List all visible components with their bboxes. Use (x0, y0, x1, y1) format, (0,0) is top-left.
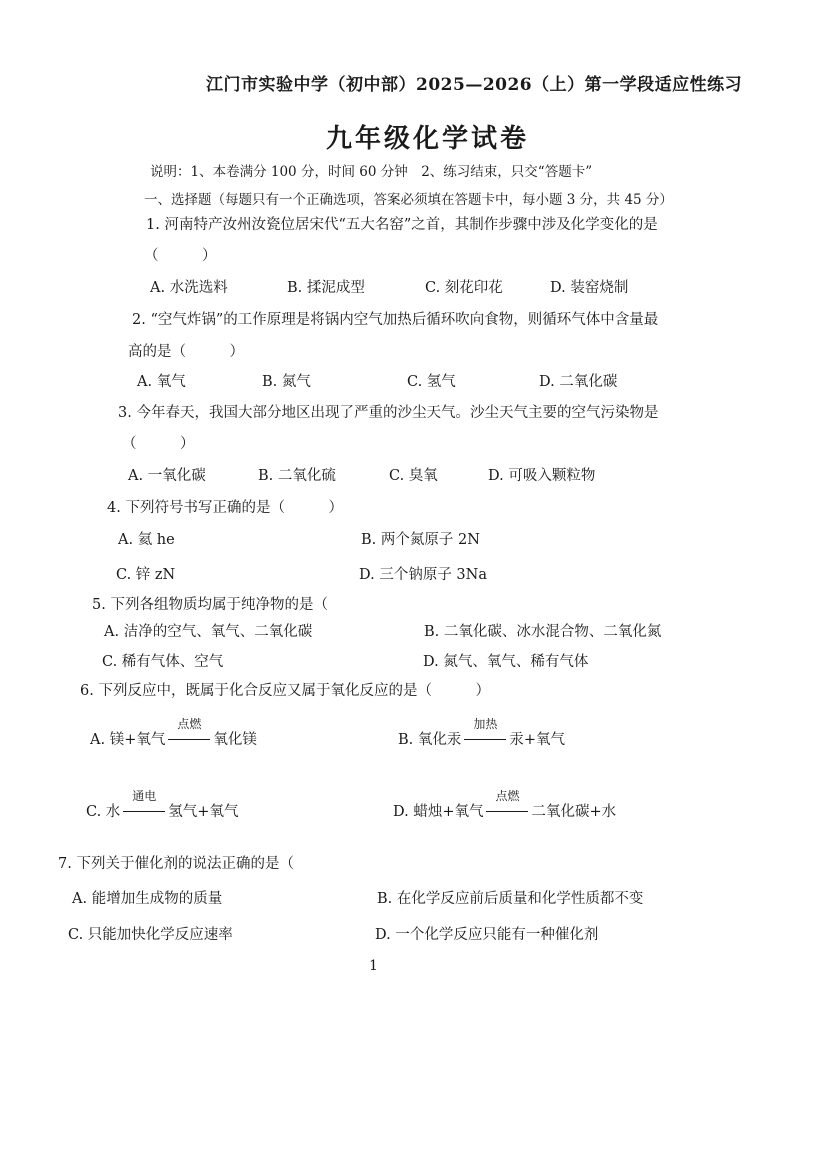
question-7-stem: 7. 下列关于催化剂的说法正确的是（ (58, 856, 294, 872)
q6-option-c (86, 789, 239, 823)
q6-a-reactants: 镁+氧气 (109, 732, 166, 748)
q4-option-c: C. 锌 zN (116, 567, 176, 583)
question-2-stem: 2. “空气炸锅”的工作原理是将锅内空气加热后循环吹向食物，则循环气体中含量最 (132, 312, 659, 328)
q3-option-d: D. 可吸入颗粒物 (488, 468, 596, 484)
q6-c-letter: C. (86, 804, 102, 820)
q6-c-products: 氢气+氧气 (168, 804, 239, 820)
q5-option-b: B. 二氧化碳、冰水混合物、二氧化氮 (424, 624, 662, 640)
q6-d-letter: D. (393, 804, 409, 820)
page-title: 九年级化学试卷 (326, 124, 530, 154)
q6-b-products: 汞+氧气 (509, 732, 566, 748)
q5-option-c: C. 稀有气体、空气 (102, 654, 224, 670)
q6-option-a (90, 717, 257, 751)
q6-c-reactants: 水 (105, 804, 121, 820)
question-5-stem: 5. 下列各组物质均属于纯净物的是（ (92, 597, 328, 613)
question-2-stem-line2: 高的是（ ） (128, 344, 244, 360)
school-header: 江门市实验中学（初中部）2025—2026（上）第一学段适应性练习 (206, 75, 743, 95)
q1-option-b: B. 揉泥成型 (287, 280, 365, 296)
q3-option-b: B. 二氧化硫 (258, 468, 336, 484)
instructions: 说明：1、本卷满分 100 分，时间 60 分钟 2、练习结束，只交“答题卡” (150, 164, 593, 180)
reaction-arrow (121, 789, 167, 823)
q6-d-reactants: 蜡烛+氧气 (413, 804, 484, 820)
reaction-arrow (484, 789, 530, 823)
question-1-answer-paren: （ ） (144, 248, 217, 264)
q6-b-condition: 加热 (473, 717, 498, 731)
reaction-arrow (462, 717, 508, 751)
question-4-stem: 4. 下列符号书写正确的是（ ） (107, 500, 343, 516)
q2-option-a: A. 氧气 (137, 374, 186, 390)
q2-option-c: C. 氢气 (407, 374, 456, 390)
q2-option-b: B. 氮气 (262, 374, 311, 390)
q4-option-d: D. 三个钠原子 3Na (359, 567, 487, 583)
q4-option-a: A. 氦 he (118, 532, 175, 548)
q6-a-condition: 点燃 (177, 717, 202, 731)
page-number: 1 (369, 958, 378, 974)
q7-option-b: B. 在化学反应前后质量和化学性质都不变 (377, 891, 644, 907)
q6-b-reactants: 氧化汞 (417, 732, 462, 748)
section-heading: 一、选择题（每题只有一个正确选项，答案必须填在答题卡中，每小题 3 分，共 45 分） (144, 192, 673, 208)
question-3-stem: 3. 今年春天，我国大部分地区出现了严重的沙尘天气。沙尘天气主要的空气污染物是 (118, 405, 659, 421)
q2-option-d: D. 二氧化碳 (539, 374, 618, 390)
q7-option-a: A. 能增加生成物的质量 (72, 891, 223, 907)
q7-option-d: D. 一个化学反应只能有一种催化剂 (375, 927, 599, 943)
q6-option-d (393, 789, 617, 823)
q6-d-condition: 点燃 (495, 789, 520, 803)
q5-option-d: D. 氮气、氧气、稀有气体 (423, 654, 589, 670)
q6-b-letter: B. (398, 732, 414, 748)
question-3-answer-paren: （ ） (122, 436, 195, 452)
q3-option-a: A. 一氧化碳 (128, 468, 206, 484)
q6-a-letter: A. (90, 732, 106, 748)
q1-option-d: D. 装窑烧制 (550, 280, 629, 296)
q6-option-b (398, 717, 566, 751)
question-6-stem: 6. 下列反应中，既属于化合反应又属于氧化反应的是（ ） (80, 683, 490, 699)
q1-option-a: A. 水洗选料 (150, 280, 228, 296)
reaction-arrow (166, 717, 212, 751)
q3-option-c: C. 臭氧 (389, 468, 438, 484)
q1-option-c: C. 刻花印花 (425, 280, 503, 296)
q6-a-products: 氧化镁 (213, 732, 257, 748)
q6-c-condition: 通电 (132, 789, 157, 803)
q4-option-b: B. 两个氮原子 2N (361, 532, 480, 548)
q5-option-a: A. 洁净的空气、氧气、二氧化碳 (104, 624, 313, 640)
q6-d-products: 二氧化碳+水 (531, 804, 617, 820)
question-1-stem: 1. 河南特产汝州汝瓷位居宋代“五大名窑”之首，其制作步骤中涉及化学变化的是 (146, 217, 658, 233)
q7-option-c: C. 只能加快化学反应速率 (68, 927, 233, 943)
